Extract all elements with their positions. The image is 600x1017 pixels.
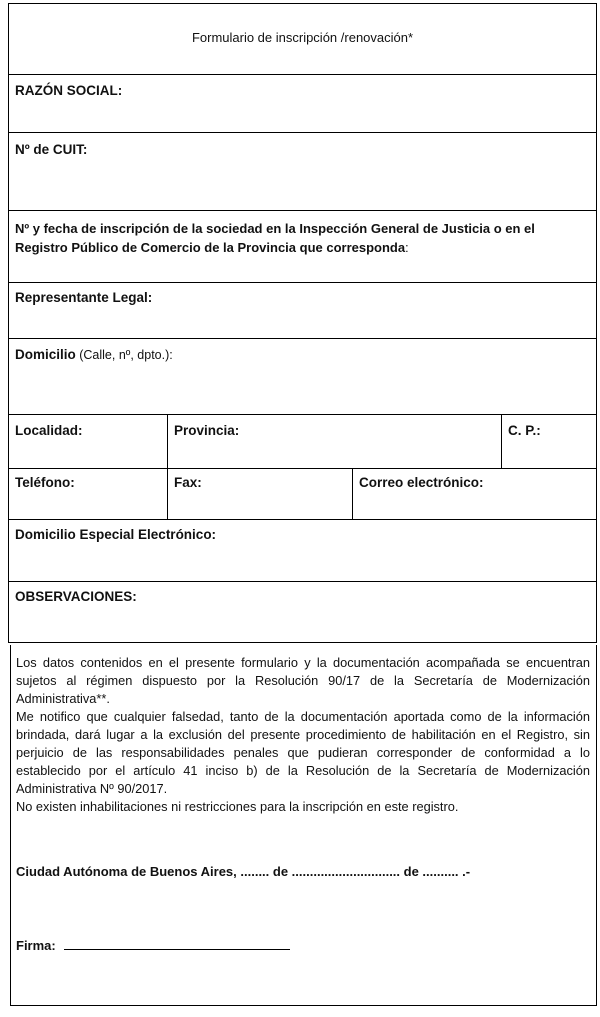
- domicilio-label: [15, 346, 173, 364]
- razon-social-label: RAZÓN SOCIAL:: [15, 83, 123, 98]
- domicilio-label-text: Domicilio: [15, 347, 76, 362]
- form-title: Formulario de inscripción /renovación*: [191, 30, 414, 45]
- fax-label: Fax:: [174, 475, 202, 490]
- telefono-field[interactable]: [9, 469, 167, 519]
- declaration-section: [10, 645, 597, 1006]
- provincia-field[interactable]: [167, 415, 501, 468]
- signature-row: [16, 937, 290, 953]
- inscripcion-label-line1: Nº y fecha de inscripción de la sociedad en la Inspección General de Justicia o en el: [15, 221, 535, 236]
- domicilio-electronico-label: Domicilio Especial Electrónico:: [15, 527, 217, 542]
- localidad-field[interactable]: [9, 415, 167, 468]
- location-row: [9, 414, 596, 468]
- city-date-line[interactable]: Ciudad Autónoma de Buenos Aires, ........ de .............................. de .......... .-: [16, 864, 471, 879]
- observaciones-field[interactable]: [9, 581, 596, 642]
- cuit-label: Nº de CUIT:: [15, 142, 88, 157]
- razon-social-field[interactable]: [9, 74, 596, 132]
- registration-form: [8, 3, 597, 643]
- signature-line[interactable]: [64, 937, 290, 950]
- contact-row: [9, 468, 596, 519]
- domicilio-field[interactable]: [9, 338, 596, 414]
- domicilio-electronico-field[interactable]: [9, 519, 596, 581]
- inscripcion-label: [15, 219, 588, 258]
- representante-field[interactable]: [9, 282, 596, 338]
- cuit-field[interactable]: [9, 132, 596, 210]
- cp-label: C. P.:: [508, 423, 541, 438]
- fax-field[interactable]: [167, 469, 352, 519]
- inscripcion-label-colon: :: [405, 241, 409, 255]
- declaration-body: [16, 654, 590, 816]
- signature-label: Firma:: [16, 938, 56, 953]
- form-title-row: [9, 4, 596, 74]
- inscripcion-field[interactable]: [9, 210, 596, 282]
- declaration-paragraph-1: Los datos contenidos en el presente formulario y la documentación acompañada se encuentran sujetos al régimen dispuesto por la Resolución 90/17 de la Secretaría de Modernización Administrativa**.: [16, 655, 590, 706]
- localidad-label: Localidad:: [15, 423, 83, 438]
- observaciones-label: OBSERVACIONES:: [15, 589, 137, 604]
- correo-label: Correo electrónico:: [359, 475, 484, 490]
- correo-field[interactable]: [352, 469, 596, 519]
- declaration-paragraph-2: Me notifico que cualquier falsedad, tanto de la documentación aportada como de la información brindada, dará lugar a la exclusión del presente procedimiento de habilitación en el Registro, sin perjuicio de las responsabilidades penales que pudieran corresponder de conformidad a lo establecido por el artículo 41 inciso b) de la Resolución de la Secretaría de Modernización Administrativa Nº 90/2017.: [16, 709, 590, 796]
- inscripcion-label-line2: Registro Público de Comercio de la Provincia que corresponda: [15, 240, 406, 255]
- telefono-label: Teléfono:: [15, 475, 75, 490]
- declaration-paragraph-3: No existen inhabilitaciones ni restricciones para la inscripción en este registro.: [16, 799, 459, 814]
- representante-label: Representante Legal:: [15, 290, 153, 305]
- cp-field[interactable]: [501, 415, 596, 468]
- domicilio-note: (Calle, nº, dpto.):: [75, 348, 173, 362]
- provincia-label: Provincia:: [174, 423, 240, 438]
